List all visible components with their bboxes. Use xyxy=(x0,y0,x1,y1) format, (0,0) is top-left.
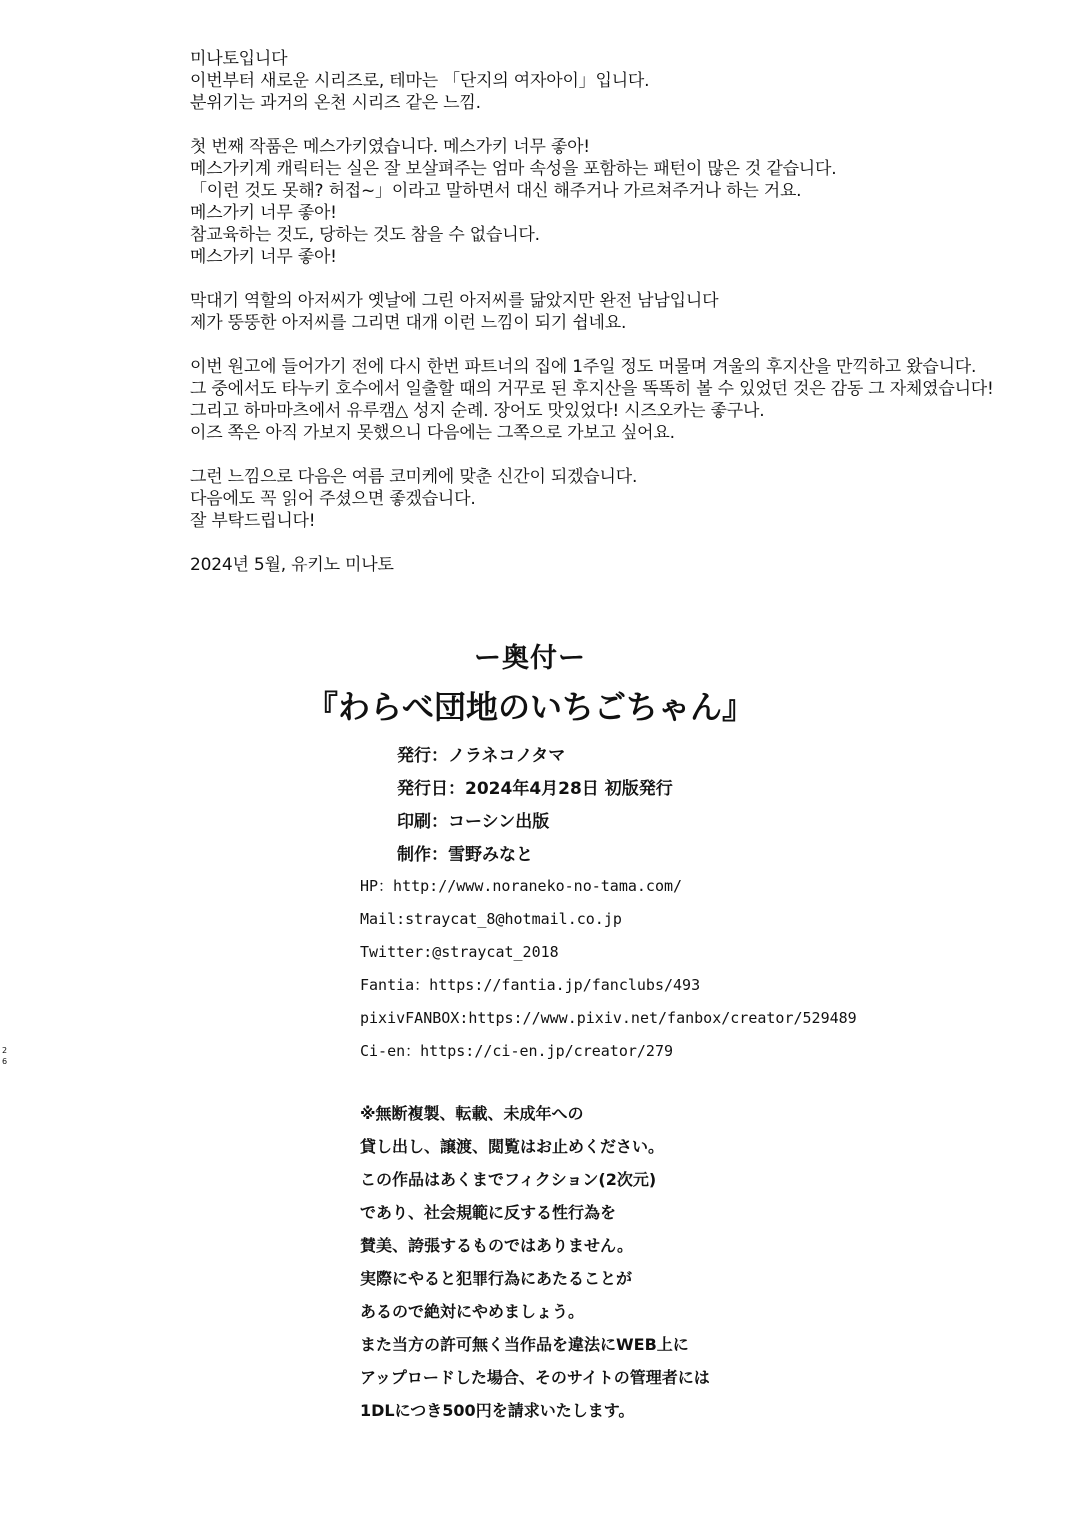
afterword-paragraph-1 xyxy=(190,48,1060,114)
colophon-heading: ー奥付ー xyxy=(474,643,586,674)
notice-line: 賛美、誇張するものではありません。 xyxy=(360,1236,633,1255)
legal-notice xyxy=(360,1097,710,1427)
credit-publisher: 発行：ノラネコノタマ xyxy=(397,746,566,766)
text-line: 그런 느낌으로 다음은 여름 코미케에 맞춘 신간이 되겠습니다. xyxy=(190,467,638,487)
notice-line: 貸し出し、譲渡、閲覧はお止めください。 xyxy=(360,1137,665,1156)
text-line: 그 중에서도 타누키 호수에서 일출할 때의 거꾸로 된 후지산을 똑똑히 볼 수 있었던 것은 감동 그 자체였습니다! xyxy=(190,379,994,399)
notice-line: 1DLにつき500円を請求いたします。 xyxy=(360,1401,635,1420)
afterword-text xyxy=(190,48,1060,576)
credit-author: 制作：雪野みなと xyxy=(397,845,533,865)
notice-line: この作品はあくまでフィクション(2次元) xyxy=(360,1170,657,1189)
notice-line: アップロードした場合、そのサイトの管理者には xyxy=(360,1368,710,1387)
text-line: 막대기 역할의 아저씨가 옛날에 그린 아저씨를 닮았지만 완전 남남입니다 xyxy=(190,291,719,311)
contact-links xyxy=(360,870,857,1068)
page-number-digit: 2 xyxy=(2,1046,8,1055)
text-line: 첫 번째 작품은 메스가키였습니다. 메스가키 너무 좋아! xyxy=(190,137,590,157)
book-title: 『わらべ団地のいちごちゃん』 xyxy=(305,688,754,726)
page-number xyxy=(2,1045,10,1067)
text-line: 메스가키 너무 좋아! xyxy=(190,247,337,267)
notice-line: であり、社会規範に反する性行為を xyxy=(360,1203,617,1222)
text-line: 「이런 것도 못해? 허접~」이라고 말하면서 대신 해주거나 가르쳐주거나 하는 거요. xyxy=(190,181,802,201)
text-line: 메스가키계 캐릭터는 실은 잘 보살펴주는 엄마 속성을 포함하는 패턴이 많은 것 같습니다. xyxy=(190,159,837,179)
text-line: 제가 뚱뚱한 아저씨를 그리면 대개 이런 느낌이 되기 쉽네요. xyxy=(190,313,627,333)
text-line: 잘 부탁드립니다! xyxy=(190,511,316,531)
text-line: 메스가키 너무 좋아! xyxy=(190,203,337,223)
credit-publish-date: 発行日：2024年4月28日 初版発行 xyxy=(397,779,673,799)
link-fanbox: pixivFANBOX:https://www.pixiv.net/fanbox/creator/529489 xyxy=(360,1009,857,1027)
text-line: 미나토입니다 xyxy=(190,49,288,69)
notice-line: 実際にやると犯罪行為にあたることが xyxy=(360,1269,633,1288)
text-line: 분위기는 과거의 온천 시리즈 같은 느낌. xyxy=(190,93,481,113)
afterword-paragraph-2 xyxy=(190,136,1060,268)
text-line: 다음에도 꼭 읽어 주셨으면 좋겠습니다. xyxy=(190,489,476,509)
link-homepage: HP：http://www.noraneko-no-tama.com/ xyxy=(360,877,683,895)
notice-line: あるので絶対にやめましょう。 xyxy=(360,1302,585,1321)
link-fantia: Fantia：https://fantia.jp/fanclubs/493 xyxy=(360,976,701,994)
afterword-paragraph-5 xyxy=(190,466,1060,532)
text-line: 이즈 쪽은 아직 가보지 못했으니 다음에는 그쪽으로 가보고 싶어요. xyxy=(190,423,675,443)
credits-list xyxy=(397,740,673,872)
page-number-digit: 6 xyxy=(2,1057,8,1066)
notice-line: また当方の許可無く当作品を違法にWEB上に xyxy=(360,1335,689,1354)
text-line: 이번 원고에 들어가기 전에 다시 한번 파트너의 집에 1주일 정도 머물며 겨울의 후지산을 만끽하고 왔습니다. xyxy=(190,357,977,377)
credit-printer: 印刷：コーシン出版 xyxy=(397,812,550,832)
link-mail: Mail:straycat_8@hotmail.co.jp xyxy=(360,910,622,928)
afterword-date-signature: 2024년 5월, 유키노 미나토 xyxy=(190,555,394,575)
link-ci-en: Ci-en：https://ci-en.jp/creator/279 xyxy=(360,1042,674,1060)
notice-line: ※無断複製、転載、未成年への xyxy=(360,1104,584,1123)
afterword-paragraph-4 xyxy=(190,356,1060,444)
text-line: 이번부터 새로운 시리즈로, 테마는 「단지의 여자아이」입니다. xyxy=(190,71,650,91)
text-line: 참교육하는 것도, 당하는 것도 참을 수 없습니다. xyxy=(190,225,540,245)
text-line: 그리고 하마마츠에서 유루캠△ 성지 순례. 장어도 맛있었다! 시즈오카는 좋구나. xyxy=(190,401,765,421)
link-twitter: Twitter:@straycat_2018 xyxy=(360,943,559,961)
afterword-paragraph-3 xyxy=(190,290,1060,334)
